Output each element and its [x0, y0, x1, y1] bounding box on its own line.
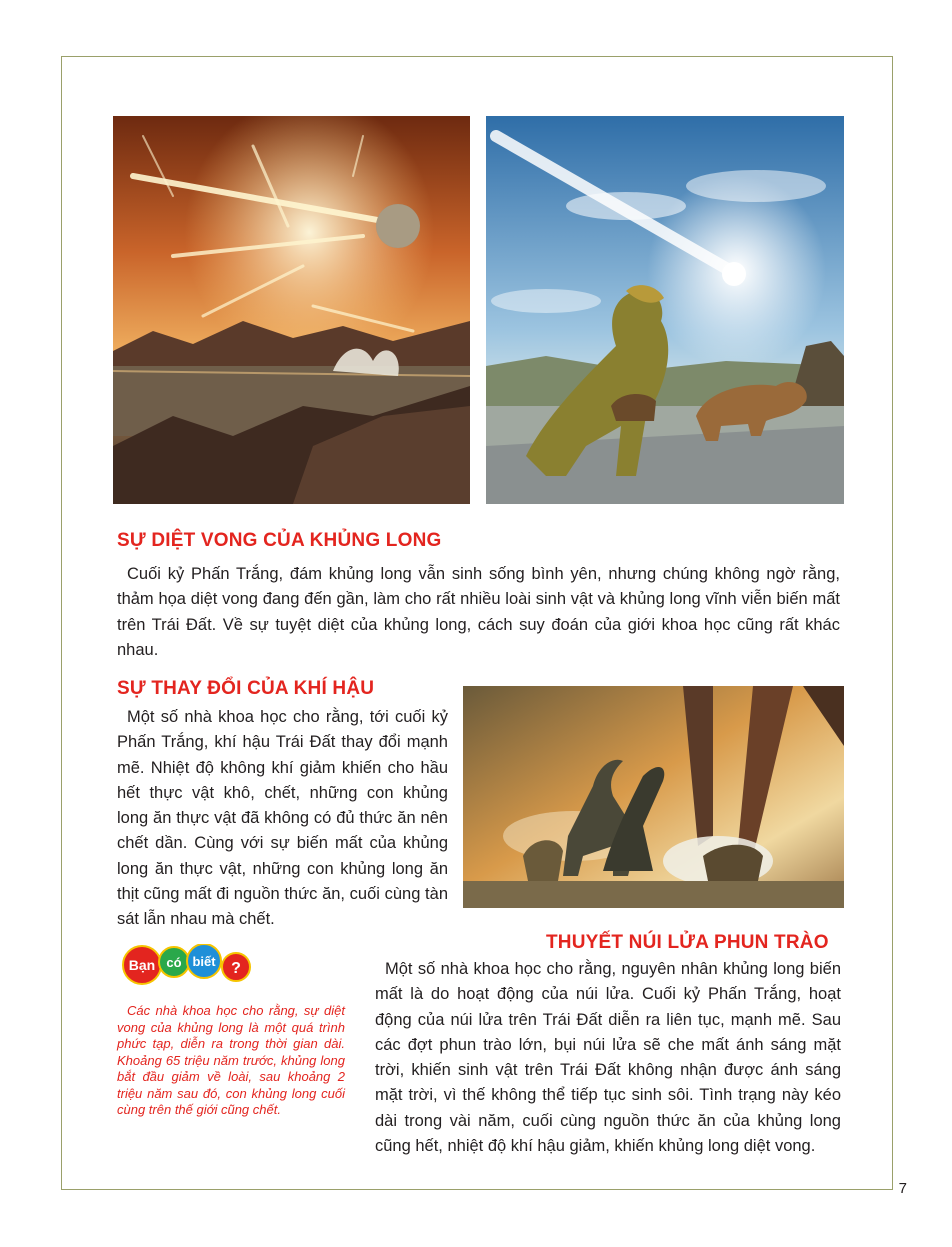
badge-question-mark: ? — [231, 960, 241, 977]
meteor-shower-illustration — [113, 116, 470, 504]
dinosaurs-meteor-illustration — [486, 116, 844, 504]
volcano-apocalypse-illustration — [463, 686, 844, 908]
section-title-volcano: THUYẾT NÚI LỬA PHUN TRÀO — [546, 932, 829, 953]
badge-word-ban: Bạn — [128, 957, 156, 973]
section-title-climate: SỰ THAY ĐỔI CỦA KHÍ HẬU — [117, 678, 375, 699]
did-you-know-badge — [118, 944, 254, 986]
badge-word-co: có — [166, 955, 182, 970]
did-you-know-text: Các nhà khoa học cho rằng, sự diệt vong của khủng long là một quá trình phức tạp, diễn ra trong thời gian dài. Khoảng 65 triệu năm trước, khủng long bắt đầu giảm về loài, sau khoảng 2 triệu năm sau đó, con khủng long cuối cùng trên thế giới cũng chết. — [117, 1003, 345, 1117]
page-number: 7 — [898, 1180, 907, 1197]
section-text-volcano: Một số nhà khoa học cho rằng, nguyên nhân khủng long biến mất là do hoạt động của núi lửa. Cuối kỷ Phấn Trắng, hoạt động của núi lửa trên Trái Đất diễn ra liên tục, mạnh mẽ. Sau các đợt phun trào lớn, bụi núi lửa sẽ che mất ánh sáng mặt trời, khiến sinh vật trên Trái Đất không nhận được ánh sáng mặt trời, vì thế không thể tiếp tục sinh sôi. Tình trạng này kéo dài trong vài năm, cuối cùng nguồn thức ăn của khủng long cũng hết, nhiệt độ khí hậu giảm, khiến khủng long diệt vong. — [375, 960, 841, 1156]
section-text-climate: Một số nhà khoa học cho rằng, tới cuối kỷ Phấn Trắng, khí hậu Trái Đất thay đổi mạnh mẽ. Nhiệt độ không khí giảm khiến cho hầu hết thực vật khô, chết, những con khủng long ăn thực vật đã không có đủ thức ăn nên chết dần. Cùng với sự biến mất của khủng long ăn thực vật, những con khủng long ăn thịt cũng mất đi nguồn thức ăn, cuối cùng tàn sát lẫn nhau mà chết. — [117, 708, 448, 929]
section-title-extinction: SỰ DIỆT VONG CỦA KHỦNG LONG — [117, 530, 442, 551]
section-text-extinction: Cuối kỷ Phấn Trắng, đám khủng long vẫn sinh sống bình yên, nhưng chúng không ngờ rằng, thảm họa diệt vong đang đến gần, làm cho rất nhiều loài sinh vật và khủng long vĩnh viễn biến mất trên Trái Đất. Về sự tuyệt diệt của khủng long, cách suy đoán của giới khoa học cũng rất khác nhau. — [117, 565, 840, 659]
badge-word-biet: biết — [192, 954, 216, 969]
